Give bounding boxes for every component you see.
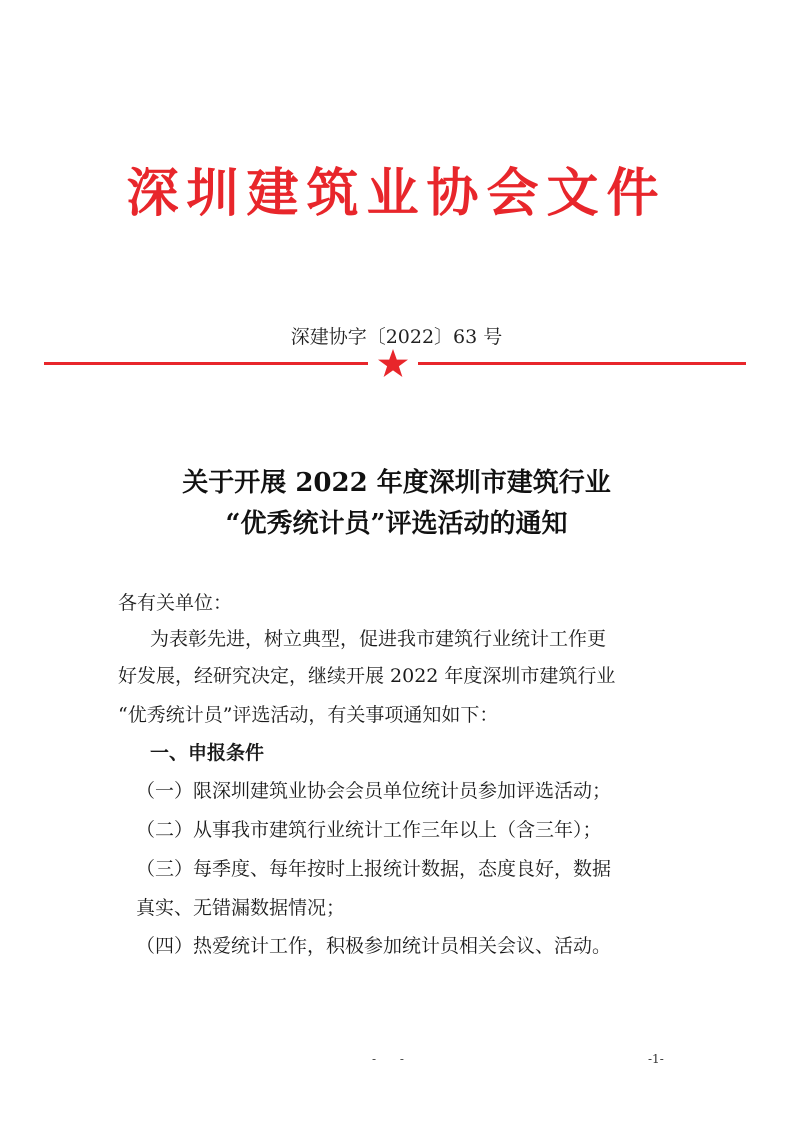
- condition-item-4: （四）热爱统计工作，积极参加统计员相关会议、活动。: [136, 935, 612, 957]
- salutation: 各有关单位：: [118, 592, 233, 614]
- red-rule-left: [44, 362, 368, 365]
- section-heading-application-conditions: 一、申报条件: [150, 742, 265, 764]
- condition-item-1: （一）限深圳建筑业协会会员单位统计员参加评选活动；: [136, 780, 612, 802]
- page-number: -1-: [648, 1052, 664, 1066]
- footer-dots: - -: [372, 1052, 414, 1066]
- intro-line-2: 好发展，经研究决定，继续开展 2022 年度深圳市建筑行业: [118, 665, 616, 687]
- red-star-icon: [377, 348, 409, 380]
- red-rule-right: [418, 362, 746, 365]
- condition-item-2: （二）从事我市建筑行业统计工作三年以上（含三年）；: [136, 819, 602, 841]
- condition-item-3-line-1: （三）每季度、每年按时上报统计数据，态度良好，数据: [136, 858, 612, 880]
- intro-line-3: “优秀统计员”评选活动，有关事项通知如下：: [118, 704, 499, 726]
- notice-title-line-2: “优秀统计员”评选活动的通知: [225, 509, 568, 539]
- condition-item-3-line-2: 真实、无错漏数据情况；: [136, 897, 346, 919]
- masthead: 深圳建筑业协会文件: [126, 164, 667, 224]
- document-number: 深建协字〔2022〕63 号: [290, 326, 503, 348]
- notice-title-line-1: 关于开展 2022 年度深圳市建筑行业: [182, 468, 611, 498]
- intro-line-1: 为表彰先进，树立典型，促进我市建筑行业统计工作更: [150, 628, 607, 650]
